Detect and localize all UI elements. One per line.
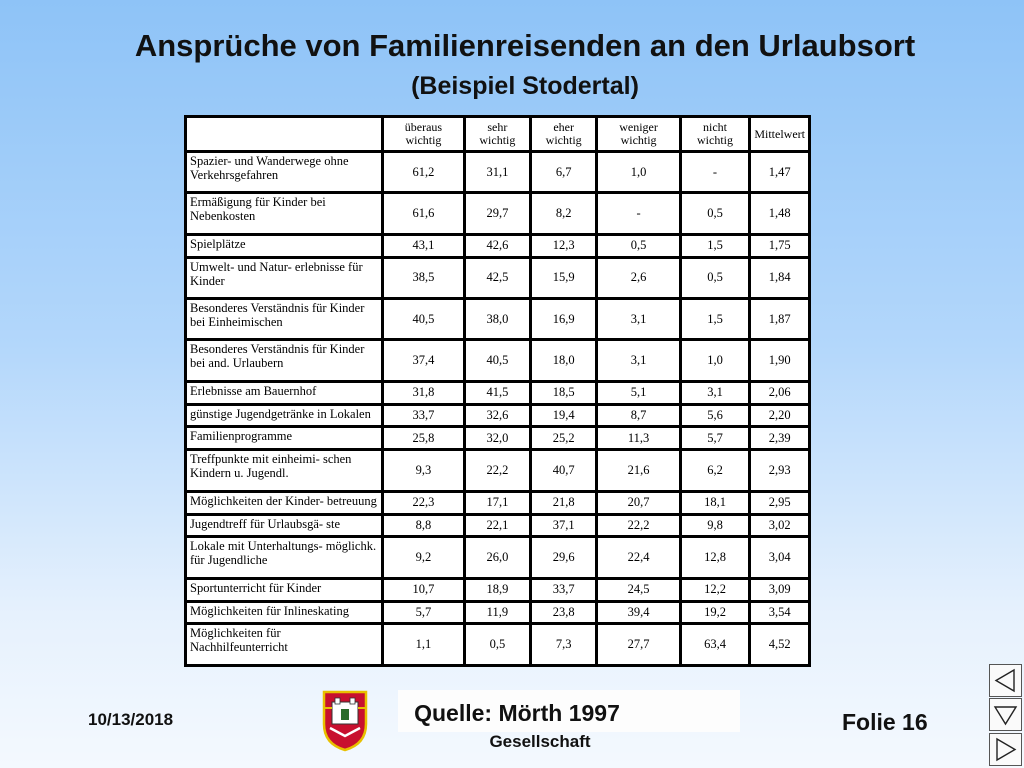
table-cell: 19,4	[532, 406, 596, 426]
table-cell: 33,7	[532, 580, 596, 600]
table-cell: 17,1	[466, 493, 529, 513]
table-cell: 26,0	[466, 538, 529, 576]
slide-date: 10/13/2018	[88, 710, 174, 729]
table-cell: 32,0	[466, 428, 529, 448]
table-cell: 27,7	[598, 625, 678, 664]
row-label: Besonderes Verständnis für Kinder bei Einheimischen	[187, 300, 381, 338]
table-cell: 5,7	[682, 428, 749, 448]
table-cell: 21,6	[598, 451, 678, 489]
table-cell: 15,9	[532, 259, 596, 297]
table-cell: 33,7	[384, 406, 463, 426]
table-cell: 2,20	[751, 406, 808, 426]
table-cell: 29,6	[532, 538, 596, 576]
table-cell: 40,7	[532, 451, 596, 489]
table-cell: 9,2	[384, 538, 463, 576]
row-label: Umwelt- und Natur- erlebnisse für Kinder	[187, 259, 381, 297]
table-cell: 12,8	[682, 538, 749, 576]
table-cell: 2,93	[751, 451, 808, 489]
column-header: sehr wichtig	[466, 118, 529, 150]
table-cell: 1,48	[751, 194, 808, 232]
next-slide-icon[interactable]	[989, 698, 1022, 731]
table-cell: 1,47	[751, 153, 808, 191]
table-cell: 0,5	[466, 625, 529, 664]
table-row	[187, 516, 808, 536]
table-cell: 3,1	[598, 300, 678, 338]
column-header: überaus wichtig	[384, 118, 463, 150]
table-cell: 5,7	[384, 603, 463, 623]
column-header: eher wichtig	[532, 118, 596, 150]
table-cell: 1,5	[682, 300, 749, 338]
table-cell: 42,6	[466, 236, 529, 256]
data-table-frame	[184, 115, 811, 667]
table-cell: 18,0	[532, 341, 596, 379]
table-cell: 2,39	[751, 428, 808, 448]
table-cell: 0,5	[598, 236, 678, 256]
table-cell: 3,02	[751, 516, 808, 536]
table-row	[187, 603, 808, 623]
table-cell: 31,8	[384, 383, 463, 403]
table-cell: 10,7	[384, 580, 463, 600]
table-cell: 25,8	[384, 428, 463, 448]
column-header	[187, 118, 381, 150]
table-cell: 41,5	[466, 383, 529, 403]
source-citation: Quelle: Mörth 1997	[414, 700, 620, 726]
table-cell: 12,3	[532, 236, 596, 256]
table-cell: 7,3	[532, 625, 596, 664]
table-cell: 12,2	[682, 580, 749, 600]
row-label: Spielplätze	[187, 236, 381, 256]
table-cell: 20,7	[598, 493, 678, 513]
table-cell: 5,6	[682, 406, 749, 426]
table-cell: 4,52	[751, 625, 808, 664]
table-row	[187, 538, 808, 576]
coat-of-arms-icon	[322, 690, 368, 752]
row-label: Treffpunkte mit einheimi- schen Kindern u. Jugendl.	[187, 451, 381, 489]
table-row	[187, 300, 808, 338]
table-row	[187, 580, 808, 600]
table-cell: 61,6	[384, 194, 463, 232]
table-cell: 42,5	[466, 259, 529, 297]
table-row	[187, 406, 808, 426]
row-label: Ermäßigung für Kinder bei Nebenkosten	[187, 194, 381, 232]
table-cell: 3,54	[751, 603, 808, 623]
table-cell: 19,2	[682, 603, 749, 623]
last-slide-icon[interactable]	[989, 733, 1022, 766]
table-cell: 39,4	[598, 603, 678, 623]
table-row	[187, 259, 808, 297]
table-cell: 3,04	[751, 538, 808, 576]
table-cell: 1,1	[384, 625, 463, 664]
table-cell: 1,5	[682, 236, 749, 256]
table-row	[187, 153, 808, 191]
table-cell: 18,9	[466, 580, 529, 600]
table-cell: 8,2	[532, 194, 596, 232]
table-cell: 43,1	[384, 236, 463, 256]
table-row	[187, 625, 808, 664]
row-label: Spazier- und Wanderwege ohne Verkehrsgefahren	[187, 153, 381, 191]
table-cell: 22,4	[598, 538, 678, 576]
slide-title: Ansprüche von Familienreisenden an den Urlaubsort	[134, 28, 916, 63]
table-row	[187, 428, 808, 448]
table-cell: 1,75	[751, 236, 808, 256]
table-cell: 1,0	[598, 153, 678, 191]
table-row	[187, 341, 808, 379]
row-label: günstige Jugendgetränke in Lokalen	[187, 406, 381, 426]
table-cell: 61,2	[384, 153, 463, 191]
row-label: Erlebnisse am Bauernhof	[187, 383, 381, 403]
table-cell: 22,2	[466, 451, 529, 489]
table-cell: 2,95	[751, 493, 808, 513]
table-cell: 2,06	[751, 383, 808, 403]
column-header: Mittelwert	[751, 118, 808, 150]
data-table	[184, 115, 811, 667]
table-row	[187, 194, 808, 232]
table-cell: 1,87	[751, 300, 808, 338]
table-cell: 40,5	[466, 341, 529, 379]
table-cell: 22,2	[598, 516, 678, 536]
table-cell: 8,7	[598, 406, 678, 426]
table-cell: 37,4	[384, 341, 463, 379]
row-label: Lokale mit Unterhaltungs- möglichk. für Jugendliche	[187, 538, 381, 576]
table-cell: 31,1	[466, 153, 529, 191]
table-cell: -	[682, 153, 749, 191]
table-cell: 3,1	[682, 383, 749, 403]
row-label: Sportunterricht für Kinder	[187, 580, 381, 600]
table-cell: -	[598, 194, 678, 232]
table-cell: 16,9	[532, 300, 596, 338]
table-cell: 11,9	[466, 603, 529, 623]
row-label: Besonderes Verständnis für Kinder bei and. Urlaubern	[187, 341, 381, 379]
table-cell: 1,84	[751, 259, 808, 297]
table-cell: 29,7	[466, 194, 529, 232]
table-cell: 5,1	[598, 383, 678, 403]
table-cell: 38,5	[384, 259, 463, 297]
slide-subtitle: (Beispiel Stodertal)	[411, 72, 639, 100]
table-cell: 38,0	[466, 300, 529, 338]
table-cell: 2,6	[598, 259, 678, 297]
table-cell: 9,8	[682, 516, 749, 536]
table-cell: 37,1	[532, 516, 596, 536]
table-cell: 3,09	[751, 580, 808, 600]
footer-label: Gesellschaft	[489, 732, 591, 751]
table-cell: 18,5	[532, 383, 596, 403]
table-cell: 6,7	[532, 153, 596, 191]
table-cell: 1,90	[751, 341, 808, 379]
table-cell: 1,0	[682, 341, 749, 379]
slide-number: Folie 16	[842, 709, 928, 735]
table-cell: 0,5	[682, 194, 749, 232]
row-label: Möglichkeiten für Inlineskating	[187, 603, 381, 623]
table-cell: 22,3	[384, 493, 463, 513]
table-cell: 6,2	[682, 451, 749, 489]
row-label: Jugendtreff für Urlaubsgä- ste	[187, 516, 381, 536]
table-row	[187, 383, 808, 403]
first-slide-icon[interactable]	[989, 664, 1022, 697]
table-cell: 3,1	[598, 341, 678, 379]
table-cell: 21,8	[532, 493, 596, 513]
column-header: weniger wichtig	[598, 118, 678, 150]
table-cell: 0,5	[682, 259, 749, 297]
table-cell: 40,5	[384, 300, 463, 338]
table-cell: 32,6	[466, 406, 529, 426]
table-cell: 11,3	[598, 428, 678, 448]
table-row	[187, 493, 808, 513]
table-row	[187, 451, 808, 489]
table-cell: 24,5	[598, 580, 678, 600]
column-header: nicht wichtig	[682, 118, 749, 150]
table-row	[187, 236, 808, 256]
row-label: Möglichkeiten für Nachhilfeunterricht	[187, 625, 381, 664]
row-label: Möglichkeiten der Kinder- betreuung	[187, 493, 381, 513]
table-cell: 23,8	[532, 603, 596, 623]
table-cell: 63,4	[682, 625, 749, 664]
table-cell: 25,2	[532, 428, 596, 448]
table-cell: 8,8	[384, 516, 463, 536]
table-cell: 9,3	[384, 451, 463, 489]
table-cell: 22,1	[466, 516, 529, 536]
table-cell: 18,1	[682, 493, 749, 513]
row-label: Familienprogramme	[187, 428, 381, 448]
table-header-row	[187, 118, 808, 150]
